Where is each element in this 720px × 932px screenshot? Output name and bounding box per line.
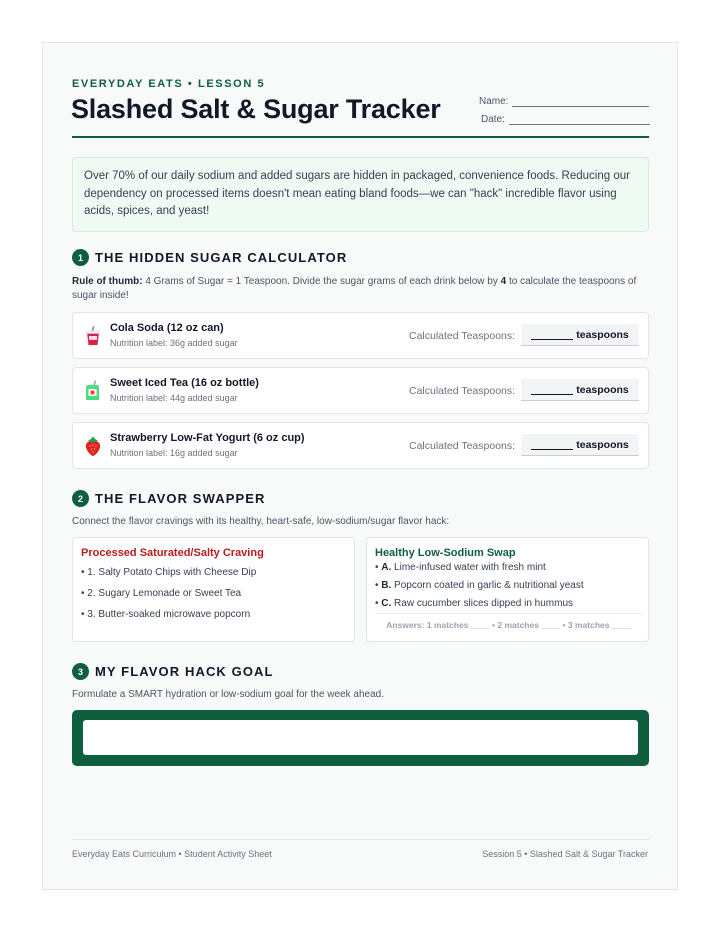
answer-blank[interactable] xyxy=(531,330,573,340)
swap-item: • A. Lime-infused water with fresh mint xyxy=(375,562,546,573)
date-blank-line[interactable] xyxy=(509,115,650,125)
swap-item: • C. Raw cucumber slices dipped in hummus xyxy=(375,598,574,609)
drink-name: Strawberry Low-Fat Yogurt (6 oz cup) xyxy=(110,432,305,444)
juice-box-icon xyxy=(82,380,104,402)
section-3-description: Formulate a SMART hydration or low-sodium goal for the week ahead. xyxy=(72,689,385,700)
teaspoons-answer-field[interactable] xyxy=(521,379,639,401)
name-label: Name: xyxy=(479,96,509,107)
unit-label: teaspoons xyxy=(576,328,629,341)
craving-item: • 3. Butter-soaked microwave popcorn xyxy=(81,609,251,620)
answer-blank[interactable] xyxy=(531,385,573,395)
calc-label: Calculated Teaspoons: xyxy=(409,330,516,342)
unit-label: teaspoons xyxy=(576,383,629,396)
drink-card-iced-tea xyxy=(72,367,649,414)
unit-label: teaspoons xyxy=(576,438,629,451)
craving-item: • 1. Salty Potato Chips with Cheese Dip xyxy=(81,567,257,578)
date-label: Date: xyxy=(481,114,505,125)
rule-of-thumb xyxy=(72,275,649,303)
drink-card-cola xyxy=(72,312,649,359)
teaspoons-answer-field[interactable] xyxy=(521,434,639,456)
match-answers-line[interactable]: Answers: 1 matches ____ • 2 matches ____ • 3 matches ____ xyxy=(375,613,642,630)
rule-label: Rule of thumb: xyxy=(72,276,143,287)
intro-callout: Over 70% of our daily sodium and added sugars are hidden in packaged, convenience foods. Reducing our dependency on processed items doesn't mean eating bland foods—we can "hack" incredible flavor using acids, spices, and yeast! xyxy=(72,157,649,232)
page-title: Slashed Salt & Sugar Tracker xyxy=(71,94,441,124)
footer-right: Session 5 • Slashed Salt & Sugar Tracker xyxy=(482,849,648,859)
answer-blank[interactable] xyxy=(531,440,573,450)
swap-card xyxy=(366,537,649,642)
name-blank-line[interactable] xyxy=(512,97,649,107)
footer-divider xyxy=(72,839,649,840)
date-field[interactable] xyxy=(481,114,650,125)
name-field[interactable] xyxy=(479,96,649,107)
rule-text-b: to calculate the teaspoons of sugar inside! xyxy=(72,276,637,301)
section-number-badge: 1 xyxy=(72,249,89,266)
section-2-description: Connect the flavor cravings with its healthy, heart-safe, low-sodium/sugar flavor hack: xyxy=(72,516,450,527)
soda-cup-icon xyxy=(82,325,104,347)
section-number-badge: 2 xyxy=(72,490,89,507)
section-3-heading xyxy=(72,663,274,680)
drink-card-yogurt xyxy=(72,422,649,469)
footer-left: Everyday Eats Curriculum • Student Activity Sheet xyxy=(72,849,272,859)
drink-nutrition-label: Nutrition label: 16g added sugar xyxy=(110,448,238,458)
craving-item: • 2. Sugary Lemonade or Sweet Tea xyxy=(81,588,242,599)
swap-heading: Healthy Low-Sodium Swap xyxy=(375,547,516,559)
section-title: THE HIDDEN SUGAR CALCULATOR xyxy=(95,250,348,265)
section-title: MY FLAVOR HACK GOAL xyxy=(95,664,274,679)
worksheet-page xyxy=(42,42,678,890)
section-number-badge: 3 xyxy=(72,663,89,680)
calc-label: Calculated Teaspoons: xyxy=(409,385,516,397)
drink-nutrition-label: Nutrition label: 36g added sugar xyxy=(110,338,238,348)
drink-nutrition-label: Nutrition label: 44g added sugar xyxy=(110,393,238,403)
section-1-heading xyxy=(72,249,347,266)
section-title: THE FLAVOR SWAPPER xyxy=(95,491,266,506)
rule-divisor: 4 xyxy=(500,276,507,287)
craving-card xyxy=(72,537,355,642)
section-2-heading xyxy=(72,490,266,507)
craving-heading: Processed Saturated/Salty Craving xyxy=(81,547,264,559)
header-divider xyxy=(72,136,649,138)
teaspoons-answer-field[interactable] xyxy=(521,324,639,346)
drink-name: Sweet Iced Tea (16 oz bottle) xyxy=(110,377,259,389)
calc-label: Calculated Teaspoons: xyxy=(409,440,516,452)
swap-item: • B. Popcorn coated in garlic & nutritional yeast xyxy=(375,580,584,591)
strawberry-icon xyxy=(82,435,104,457)
goal-box xyxy=(72,710,649,766)
lesson-eyebrow: EVERYDAY EATS • LESSON 5 xyxy=(72,78,266,90)
rule-text-a: 4 Grams of Sugar = 1 Teaspoon. Divide the sugar grams of each drink below by xyxy=(142,276,501,287)
goal-writing-area[interactable] xyxy=(83,720,638,755)
drink-name: Cola Soda (12 oz can) xyxy=(110,322,224,334)
